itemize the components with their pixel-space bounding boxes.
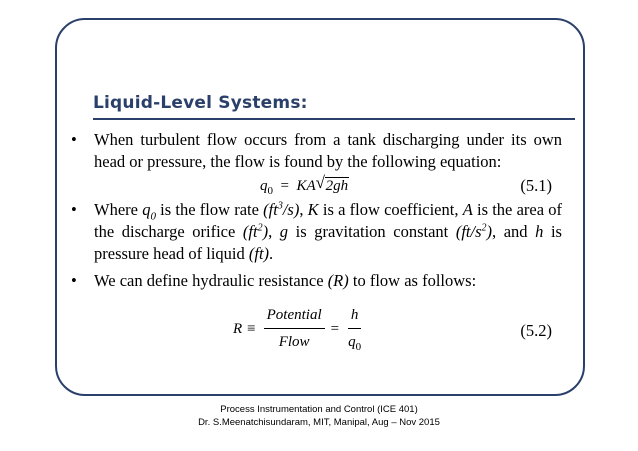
bullet-text: When turbulent flow occurs from a tank discharging under its own head or pressure, the flow is found by the following equation: bbox=[94, 130, 562, 171]
bullet-dot: • bbox=[71, 271, 77, 290]
equation-5-2 bbox=[70, 300, 562, 362]
bullet-turbulent-flow bbox=[70, 129, 562, 173]
equation-5-2-expression: R ≡ $\frac{\text{Potential}}{\text{Flow}}$ = $\frac{h}{q_0}$ bbox=[233, 304, 370, 353]
bullet-hydraulic-resistance: • We can define hydraulic resistance (R) to flow as follows: bbox=[71, 271, 477, 290]
slide-title: Liquid-Level Systems: bbox=[93, 93, 308, 113]
slide-content bbox=[70, 129, 562, 362]
fraction-h-over-q0: $\frac{h}{q_0}$ bbox=[345, 304, 364, 353]
title-underline bbox=[93, 118, 575, 120]
square-root: √ 2gh bbox=[315, 173, 349, 194]
equation-5-1-expression: $q_0$ = KA √ 2gh bbox=[260, 173, 349, 197]
footer-author: Dr. S.Meenatchisundaram, MIT, Manipal, Aug – Nov 2015 bbox=[198, 417, 440, 428]
footer-course: Process Instrumentation and Control (ICE 401) bbox=[220, 404, 418, 415]
equation-number-5-2: (5.2) bbox=[520, 321, 552, 340]
title-area bbox=[93, 93, 575, 120]
bullet-dot: • bbox=[71, 130, 77, 149]
bullet-dot: • bbox=[71, 200, 77, 219]
slide-footer bbox=[0, 403, 638, 429]
equation-number-5-1: (5.1) bbox=[520, 176, 552, 195]
fraction-potential-over-flow: $\frac{\text{Potential}}{\text{Flow}}$ bbox=[264, 304, 325, 353]
equation-5-1 bbox=[70, 173, 562, 199]
bullet-definitions: • Where $q_0$ is the flow rate $(ft^3/s)$, K is a flow coefficient, A is the area of the discharge orifice $(ft^2)$, g is gravitation constant $(ft/s^2)$, and h is pressure head of liquid (ft). bbox=[71, 200, 563, 263]
